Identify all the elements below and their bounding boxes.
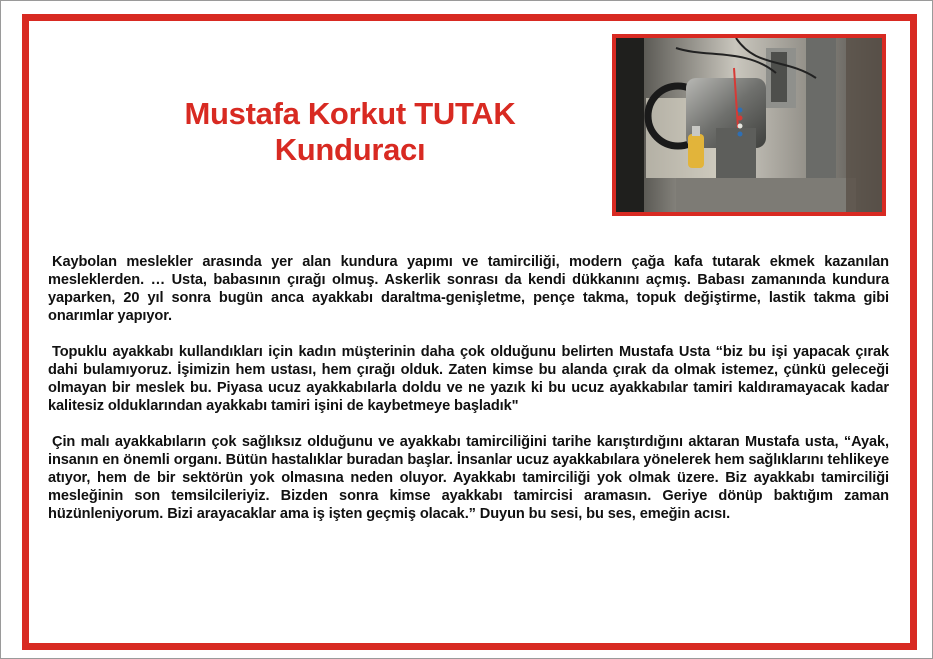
title-block xyxy=(150,96,550,168)
sewing-machine-photo xyxy=(612,34,886,216)
paragraph-1: Kaybolan meslekler arasında yer alan kundura yapımı ve tamirciliği, modern çağa kafa tutarak ekmek kazanılan mesleklerden. … Usta, babasının çırağı olmuş. Askerlik sonrası da kendi dükkanını açmış. Babası zamanında kundura yaparken, 20 yıl sonra bugün anca ayakkabı daraltma-genişletme, pençe takma, topuk değiştirme, lastik takma gibi onarımlar yapıyor. xyxy=(48,254,889,324)
photo-illustration xyxy=(616,38,882,212)
paragraph-2: Topuklu ayakkabı kullandıkları için kadın müşterinin daha çok olduğunu belirten Mustafa Usta “biz bu işi yapacak çırak dahi bulamıyoruz. İşimizin hem ustası, hem çırağı olduk. Zaten kimse bu alanda çırak da olmak istemez, çünkü geleceği olmayan bir meslek bu. Piyasa ucuz ayakkabılarla doldu ve ne yazık ki bu ucuz ayakkabılar tamiri kaldıramayacak kadar kalitesiz olduklarından ayakkabı tamiri işini de kaybetmeye başladık" xyxy=(48,344,889,414)
paragraph-3: Çin malı ayakkabıların çok sağlıksız olduğunu ve ayakkabı tamirciliğini tarihe karıştırdığını aktaran Mustafa usta, “Ayak, insanın en önemli organı. Bütün hastalıklar buradan başlar. İnsanlar ucuz ayakkabılara yönelerek hem sağlıklarını tehlikeye atıyor, hem de bir sektörün yok olmasına neden oluyor. Ayakkabı tamirciliği yok olmak üzere. Biz ayakkabı tamirciliği mesleğinin son temsilcileriyiz. Bizden sonra kimse ayakkabı tamircisi aramasın. Geriye dönüp baktığım zaman hüzünleniyorum. Bizi arayacaklar ama iş işten geçmiş olacak.” Duyun bu sesi, bu ses, emeğin acısı. xyxy=(48,434,889,522)
article-body xyxy=(48,253,889,541)
profession-title: Kunduracı xyxy=(274,132,426,167)
person-name: Mustafa Korkut TUTAK xyxy=(184,96,516,131)
